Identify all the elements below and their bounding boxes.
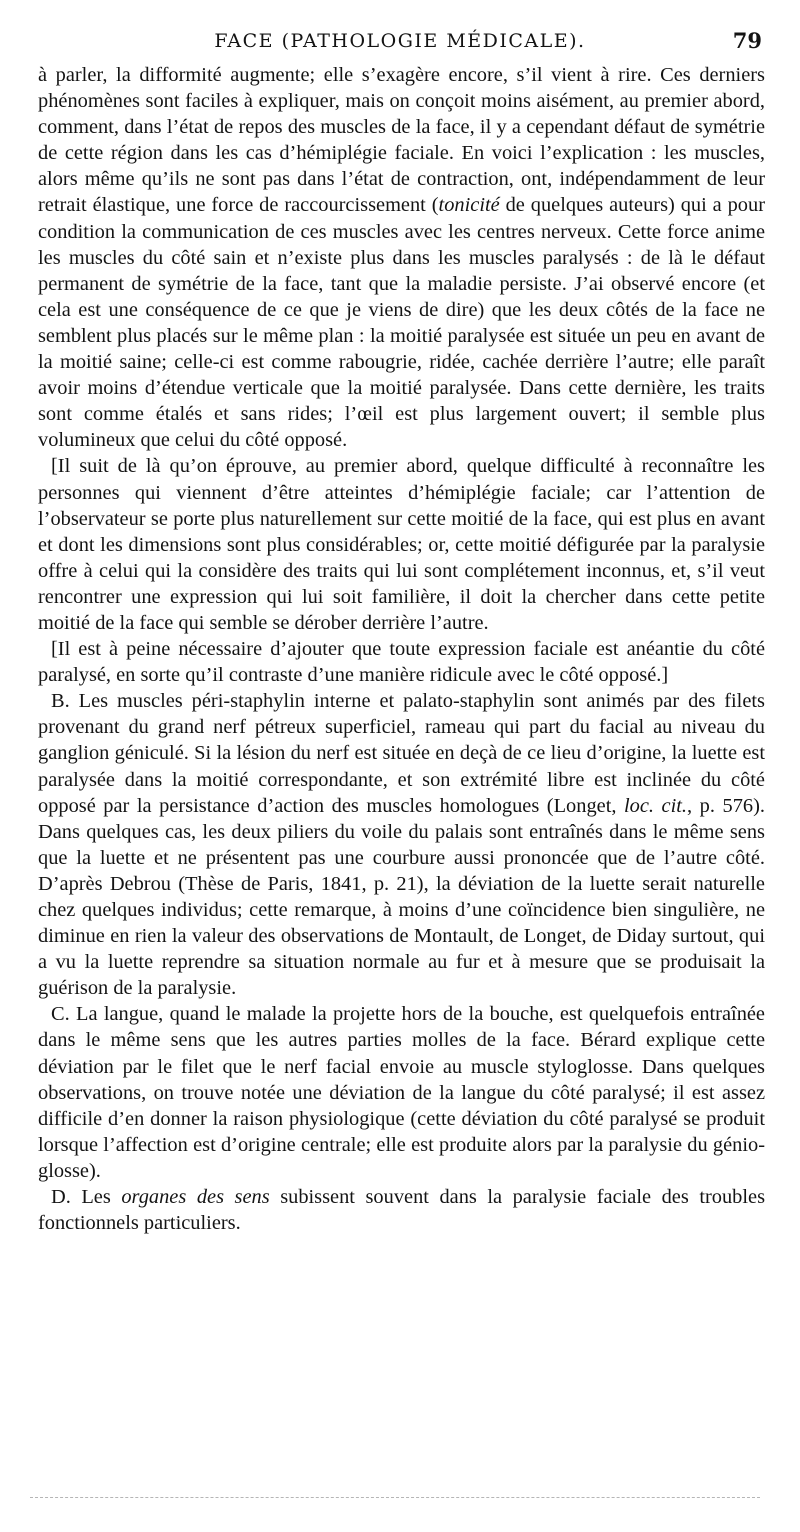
paragraph-hemiplegia-asymmetry: à parler, la difformité augmente; elle s’exagère encore, s’il vient à rire. Ces derniers phénomènes sont faciles à expliquer, mais on conçoit moins aisément, au premier abord, comment, dans l’état de repos des muscles de la face, il y a cependant défaut de symétrie de cette région dans les cas d’hémiplégie faciale. En voici l’explication : les muscles, alors même qu’ils ne sont pas dans l’état de contraction, ont, indépendamment de leur retrait élastique, une force de raccourcissement (tonicité de quelques auteurs) qui a pour condition la communication de ces muscles avec les centres nerveux. Cette force anime les muscles du côté sain et n’existe plus dans les muscles paralysés : de là le défaut permanent de symétrie de la face, tant que la maladie persiste. J’ai observé encore (et cela est une conséquence de ce que je viens de dire) que les deux côtés de la face ne semblent plus placés sur le même plan : la moitié paralysée est située un peu en avant de la moitié saine; celle-ci est comme rabougrie, ridée, cachée derrière l’autre; elle paraît avoir moins d’étendue verticale que la moitié paralysée. Dans cette dernière, les traits sont comme étalés et sans rides; l’œil est plus largement ouvert; il semble plus volumineux que celui du côté opposé. — [38, 64, 765, 452]
body-text — [38, 62, 765, 1236]
paragraph-text: B. Les muscles péri-staphylin interne et palato-staphylin sont animés par des filets provenant du grand nerf pétreux superficiel, rameau qui part du facial au niveau du ganglion géniculé. Si la lésion du nerf est située en deçà de ce lieu d’origine, la luette est paralysée dans la moitié correspondante, et son extrémité libre est inclinée du côté opposé par la persistance d’action des muscles homologues (Longet, — [38, 690, 765, 817]
paragraph-expression: [Il est à peine nécessaire d’ajouter que toute expression faciale est anéantie du côté paralysé, en sorte qu’il contraste d’une manière ridicule avec le côté opposé.] — [38, 638, 765, 687]
paragraph-d-organes — [38, 1184, 765, 1236]
paragraph-text: de quelques auteurs) qui a pour condition la communication de ces muscles avec les centres nerveux. Cette force anime les muscles du côté sain et n’existe plus dans les muscles paralysés : de là le défaut permanent de symétrie de la face, tant que la maladie persiste. J’ai observé encore (et cela est une conséquence de ce que je viens de dire) que les deux côtés de la face ne semblent plus placés sur le même plan : la moitié paralysée est située un peu en avant de la moitié saine; celle-ci est comme rabougrie, ridée, cachée derrière l’autre; elle paraît avoir moins d’étendue verticale que la moitié paralysée. Dans cette dernière, les traits sont comme étalés et sans rides; l’œil est plus largement ouvert; il semble plus volumineux que celui du côté opposé. — [38, 194, 765, 452]
term-organes-des-sens: organes des sens — [121, 1186, 270, 1209]
page-number: 79 — [732, 28, 762, 53]
footer-rule — [30, 1497, 760, 1498]
paragraph-text: D. Les — [51, 1186, 122, 1209]
paragraph-c-langue: C. La langue, quand le malade la projette hors de la bouche, est quelquefois entraînée dans le même sens que les autres parties molles de la face. Bérard explique cette déviation par le filet que le nerf facial envoie au muscle styloglosse. Dans quelques observations, on trouve notée une déviation de la langue du côté paralysé; il est assez difficile d’en donner la raison physiologique (cette déviation du côté paralysé se produit lorsque l’affection est d’origine centrale; elle est produite alors par la paralysie du génio-glosse). — [38, 1003, 765, 1182]
paragraph-text: subissent souvent dans la paralysie faciale des troubles fonctionnels particuliers. — [38, 1186, 766, 1235]
paragraph-b-luette — [38, 688, 765, 1001]
citation-loc-cit: loc. cit. — [624, 794, 688, 817]
paragraph-recognition: [Il suit de là qu’on éprouve, au premier abord, quelque difficulté à reconnaître les personnes qui viennent d’être atteintes d’hémiplégie faciale; car l’attention de l’observateur se porte plus naturellement sur cette moitié de la face, qui est plus en avant et dont les dimensions sont plus considérables; or, cette moitié défigurée par la paralysie offre à celui qui la considère des traits qui lui sont complétement inconnus, et, s’il veut rencontrer une expression qui lui soit familière, il doit la chercher dans cette petite moitié de la face qui semble se dérober derrière l’autre. — [38, 455, 765, 634]
term-tonicite: tonicité — [438, 194, 500, 217]
paragraph-text: , p. 576). Dans quelques cas, les deux piliers du voile du palais sont entraînés dans le même sens que la luette et ne présentent pas une courbure aussi prononcée que de l’autre côté. D’après Debrou (Thèse de Paris, 1841, p. 21), la déviation de la luette serait naturelle chez quelques individus; cette remarque, à moins d’une coïncidence bien singulière, ne diminue en rien la valeur des observations de Montault, de Longet, de Diday surtout, qui a vu la luette reprendre sa situation normale au fur et à mesure que se produisait la guérison de la paralysie. — [38, 794, 765, 1000]
paragraph-text: à parler, la difformité augmente; elle s’exagère encore, s’il vient à rire. Ces derniers phénomènes sont faciles à expliquer, mais on conçoit moins aisément, au premier abord, comment, dans l’état de repos des muscles de la face, il y a cependant défaut de symétrie de cette région dans les cas d’hémiplégie faciale. En voici l’explication : les muscles, alors même qu’ils ne sont pas dans l’état de contraction, ont, indépendamment de leur retrait élastique, une force de raccourcissement — [38, 64, 765, 217]
running-title: FACE (PATHOLOGIE MÉDICALE). — [214, 30, 586, 52]
running-head — [38, 30, 762, 60]
